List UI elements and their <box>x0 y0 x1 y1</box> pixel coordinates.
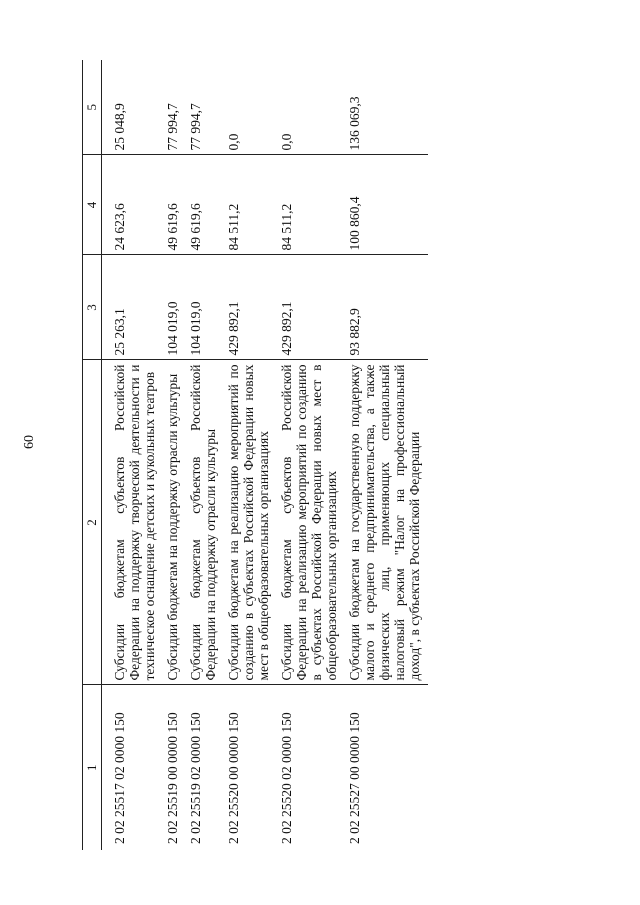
header-row <box>83 60 102 850</box>
row-value-col3: 104 019,0 <box>163 255 186 360</box>
row-value-col3: 429 892,1 <box>224 255 277 360</box>
row-name: Субсидии бюджетам субъектов Российской Федерации на поддержку отрасли культуры <box>186 360 224 685</box>
row-value-col4: 49 619,6 <box>163 155 186 255</box>
header-col-1: 1 <box>83 685 102 850</box>
row-value-col3: 25 263,1 <box>102 255 164 360</box>
row-value-col4: 49 619,6 <box>186 155 224 255</box>
table-row <box>277 60 345 850</box>
table-row <box>186 60 224 850</box>
row-value-col3: 93 882,9 <box>345 255 428 360</box>
row-value-col5: 136 069,3 <box>345 60 428 155</box>
row-name: Субсидии бюджетам на поддержку отрасли культуры <box>163 360 186 685</box>
table-row <box>224 60 277 850</box>
page-number: 60 <box>22 435 37 449</box>
row-value-col3: 104 019,0 <box>186 255 224 360</box>
header-col-2: 2 <box>83 360 102 685</box>
row-value-col5: 25 048,9 <box>102 60 164 155</box>
row-value-col4: 84 511,2 <box>277 155 345 255</box>
row-value-col3: 429 892,1 <box>277 255 345 360</box>
row-value-col5: 77 994,7 <box>186 60 224 155</box>
table-row <box>163 60 186 850</box>
row-code: 2 02 25519 00 0000 150 <box>165 712 180 844</box>
row-code: 2 02 25520 00 0000 150 <box>226 712 241 844</box>
row-name: Субсидии бюджетам на реализацию мероприятий по созданию в субъектах Российской Федерации новых мест в общеобразовательных организациях <box>224 360 277 685</box>
row-code: 2 02 25520 02 0000 150 <box>279 712 294 844</box>
table-row <box>102 60 164 850</box>
row-value-col4: 100 860,4 <box>345 155 428 255</box>
row-name: Субсидии бюджетам субъектов Российской Федерации на реализацию мероприятий по созданию в субъектах Российской Федерации новых мест в общеобразовательных организациях <box>277 360 345 685</box>
table-row <box>345 60 428 850</box>
header-col-4: 4 <box>83 155 102 255</box>
header-col-5: 5 <box>83 60 102 155</box>
row-code: 2 02 25527 00 0000 150 <box>347 712 362 844</box>
row-value-col5: 0,0 <box>277 60 345 155</box>
row-value-col5: 0,0 <box>224 60 277 155</box>
row-name: Субсидии бюджетам субъектов Российской Федерации на поддержку творческой деятельности и техническое оснащение детских и кукольных театров <box>102 360 164 685</box>
row-value-col4: 84 511,2 <box>224 155 277 255</box>
row-code: 2 02 25519 02 0000 150 <box>188 712 203 844</box>
budget-table-sheet <box>82 60 428 850</box>
row-value-col5: 77 994,7 <box>163 60 186 155</box>
header-col-3: 3 <box>83 255 102 360</box>
row-name: Субсидии бюджетам на государственную поддержку малого и среднего предпринимательства, а также физических лиц, применяющих специальный налоговый режим "Налог на профессиональный доход", в субъектах Российской Федерации <box>345 360 428 685</box>
budget-table <box>82 60 428 850</box>
row-code: 2 02 25517 02 0000 150 <box>112 712 127 844</box>
row-value-col4: 24 623,6 <box>102 155 164 255</box>
